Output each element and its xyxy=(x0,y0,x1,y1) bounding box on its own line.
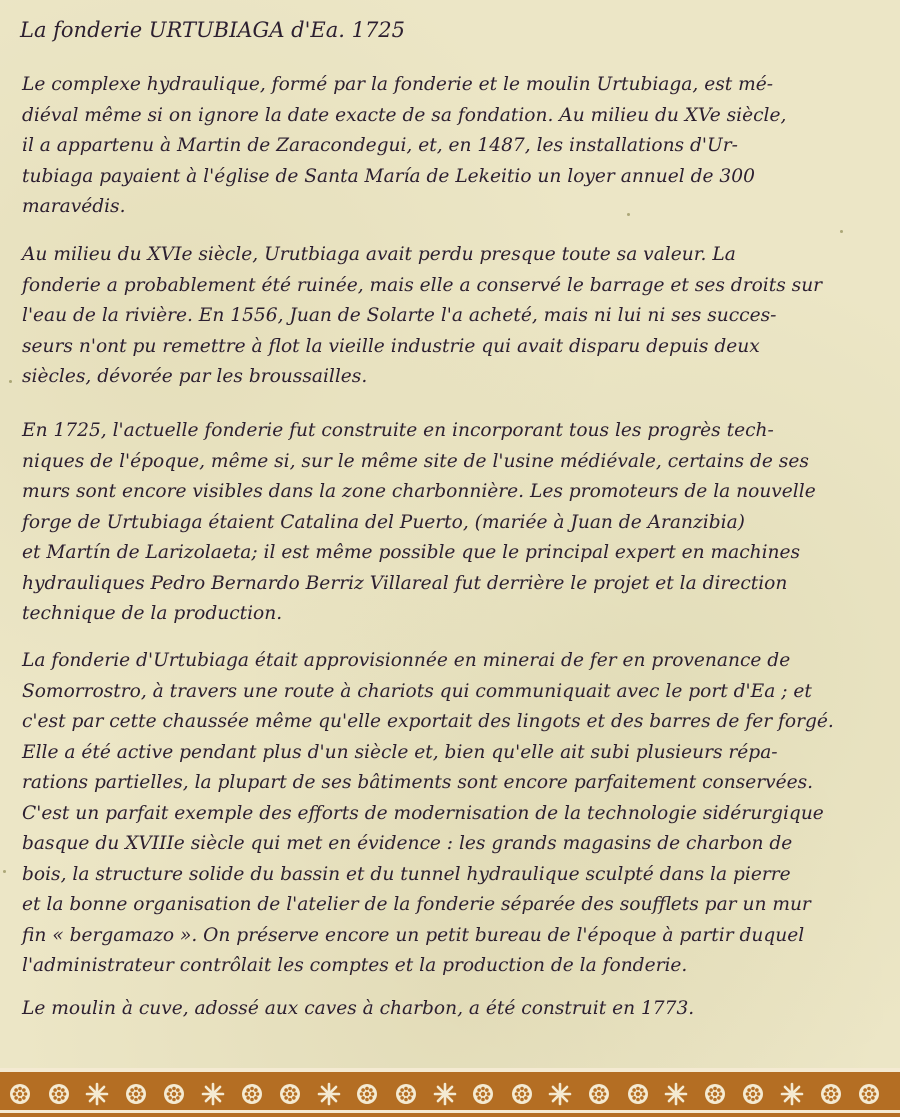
text-line: basque du XVIIIe siècle qui met en évidence : les grands magasins de charbon de xyxy=(22,833,793,854)
text-line: rations partielles, la plupart de ses bâtiments sont encore parfaitement conservées. xyxy=(22,772,814,793)
text-line: tubiaga payaient à l'église de Santa María de Lekeitio un loyer annuel de 300 xyxy=(22,165,755,187)
asterisk-icon xyxy=(315,1080,343,1108)
flower-icon xyxy=(469,1080,497,1108)
asterisk-icon xyxy=(83,1080,111,1108)
flower-icon xyxy=(238,1080,266,1108)
text-line: Le complexe hydraulique, formé par la fonderie et le moulin Urtubiaga, est mé- xyxy=(22,74,774,95)
text-line: technique de la production. xyxy=(22,603,283,624)
flower-icon xyxy=(855,1080,883,1108)
flower-icon xyxy=(817,1080,845,1108)
text-line: C'est un parfait exemple des efforts de modernisation de la technologie sidérurgique xyxy=(22,802,824,824)
flower-icon xyxy=(122,1080,150,1108)
text-line: l'administrateur contrôlait les comptes et la production de la fonderie. xyxy=(22,955,688,976)
flower-icon xyxy=(353,1080,381,1108)
text-line: il a appartenu à Martin de Zaracondegui, et, en 1487, les installations d'Ur- xyxy=(22,135,738,156)
text-line: et la bonne organisation de l'atelier de la fonderie séparée des soufflets par un mur xyxy=(22,894,811,915)
text-line: hydrauliques Pedro Bernardo Berriz Villareal fut derrière le projet et la direction xyxy=(22,572,788,594)
flower-icon xyxy=(392,1080,420,1108)
panel-title: La fonderie URTUBIAGA d'Ea. 1725 xyxy=(20,18,406,42)
asterisk-icon xyxy=(199,1080,227,1108)
paragraph-history xyxy=(22,70,786,223)
text-line: bois, la structure solide du bassin et du tunnel hydraulique sculpté dans la pierre xyxy=(22,863,791,885)
asterisk-icon xyxy=(431,1080,459,1108)
paint-speck xyxy=(627,213,630,216)
text-line: l'eau de la rivière. En 1556, Juan de Solarte l'a acheté, mais ni lui ni ses succes- xyxy=(22,305,777,326)
text-line: fonderie a probablement été ruinée, mais elle a conservé le barrage et ses droits sur xyxy=(22,274,823,296)
flower-icon xyxy=(45,1080,73,1108)
flower-icon xyxy=(701,1080,729,1108)
flower-icon xyxy=(276,1080,304,1108)
flower-icon xyxy=(508,1080,536,1108)
paint-speck xyxy=(840,230,843,233)
text-line: niques de l'époque, même si, sur le même site de l'usine médiévale, certains de ses xyxy=(22,450,809,472)
paragraph-operation xyxy=(22,646,834,982)
paragraph-mill xyxy=(22,994,694,1025)
flower-icon xyxy=(160,1080,188,1108)
text-line: Somorrostro, à travers une route à chariots qui communiquait avec le port d'Ea ; et xyxy=(22,680,812,702)
paragraph-construction xyxy=(22,416,816,630)
text-line: forge de Urtubiaga étaient Catalina del Puerto, (mariée à Juan de Aranzibia) xyxy=(22,511,745,533)
text-line: siècles, dévorée par les broussailles. xyxy=(22,366,368,387)
paragraph-decline xyxy=(22,240,822,393)
text-line: et Martín de Larizolaeta; il est même possible que le principal expert en machines xyxy=(22,542,801,563)
text-line: Le moulin à cuve, adossé aux caves à charbon, a été construit en 1773. xyxy=(22,998,695,1019)
text-line: murs sont encore visibles dans la zone charbonnière. Les promoteurs de la nouvelle xyxy=(22,481,816,502)
decorative-border xyxy=(0,1068,900,1117)
paint-speck xyxy=(9,380,12,383)
text-line: La fonderie d'Urtubiaga était approvisionnée en minerai de fer en provenance de xyxy=(22,650,791,671)
text-line: Au milieu du XVIe siècle, Urutbiaga avait perdu presque toute sa valeur. La xyxy=(22,244,736,265)
text-line: Elle a été active pendant plus d'un siècle et, bien qu'elle ait subi plusieurs répa- xyxy=(22,741,778,763)
paint-speck xyxy=(3,870,6,873)
flower-icon xyxy=(6,1080,34,1108)
flower-icon xyxy=(739,1080,767,1108)
asterisk-icon xyxy=(778,1080,806,1108)
text-line: En 1725, l'actuelle fonderie fut construite en incorporant tous les progrès tech- xyxy=(22,420,774,441)
text-line: diéval même si on ignore la date exacte de sa fondation. Au milieu du XVe siècle, xyxy=(22,104,787,126)
asterisk-icon xyxy=(546,1080,574,1108)
asterisk-icon xyxy=(662,1080,690,1108)
text-line: c'est par cette chaussée même qu'elle exportait des lingots et des barres de fer forgé. xyxy=(22,711,834,732)
flower-icon xyxy=(624,1080,652,1108)
text-line: fin « bergamazo ». On préserve encore un petit bureau de l'époque à partir duquel xyxy=(22,924,805,946)
border-ornaments xyxy=(0,1080,900,1108)
flower-icon xyxy=(585,1080,613,1108)
text-line: maravédis. xyxy=(22,196,126,217)
text-line: seurs n'ont pu remettre à flot la vieille industrie qui avait disparu depuis deux xyxy=(22,335,760,357)
